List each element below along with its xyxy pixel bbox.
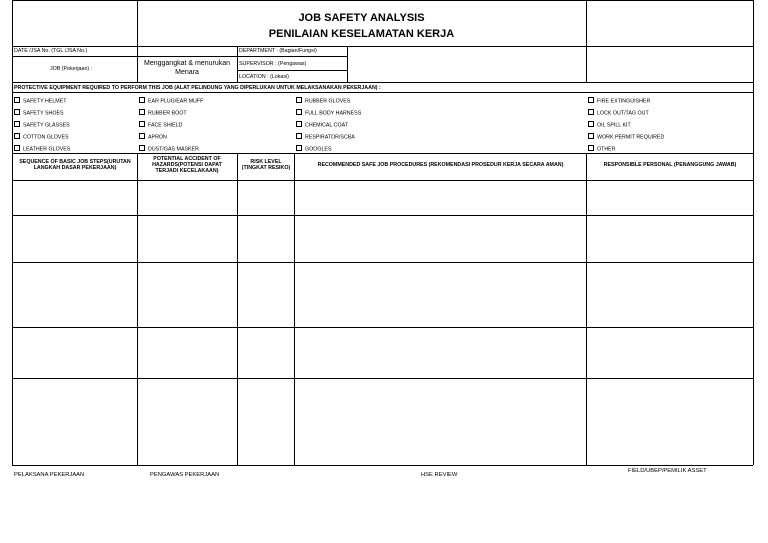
ppe-heading-bottom bbox=[12, 92, 753, 93]
date-label: DATE /JSA No. (TGL./JSA No.) bbox=[14, 48, 88, 54]
job-label: JOB (Pekerjaan) : bbox=[50, 66, 93, 72]
department-label: DEPARTMENT : (Bagian/Fungsi) bbox=[239, 48, 317, 54]
ppe-label: LEATHER GLOVES bbox=[23, 146, 71, 153]
ppe-checkbox[interactable] bbox=[139, 109, 187, 117]
col-divider-4 bbox=[586, 153, 587, 465]
checkbox-icon[interactable] bbox=[588, 133, 594, 139]
col-divider-3 bbox=[294, 153, 295, 465]
footer-executor: PELAKSANA PEKERJAAN bbox=[14, 472, 85, 478]
checkbox-icon[interactable] bbox=[588, 121, 594, 127]
ppe-label: FIRE EXTINGUISHER bbox=[597, 98, 651, 105]
border-top bbox=[12, 0, 753, 1]
info-divider-2 bbox=[347, 46, 348, 82]
checkbox-icon[interactable] bbox=[139, 97, 145, 103]
ppe-label: FACE SHIELD bbox=[148, 122, 183, 129]
header-risk-level: RISK LEVEL (TINGKAT RESIKO) bbox=[241, 159, 291, 172]
ppe-checkbox[interactable] bbox=[296, 133, 355, 141]
ppe-label: FULL BODY HARNESS bbox=[305, 110, 362, 117]
table-header-top bbox=[12, 153, 753, 154]
ppe-label: GOOGLES bbox=[305, 146, 332, 153]
ppe-label: WORK PERMIT REQUIRED bbox=[597, 134, 665, 141]
header-potential-accident: POTENTIAL ACCIDENT OF HAZARDS(POTENSI DAPAT TERJADI KECELAKAAN) bbox=[152, 156, 222, 175]
checkbox-icon[interactable] bbox=[139, 109, 145, 115]
ppe-checkbox[interactable] bbox=[14, 97, 66, 105]
checkbox-icon[interactable] bbox=[296, 145, 302, 151]
checkbox-icon[interactable] bbox=[14, 133, 20, 139]
ppe-label: LOCK OUT/TAG OUT bbox=[597, 110, 649, 117]
ppe-label: CHEMICAL COAT bbox=[305, 122, 348, 129]
ppe-checkbox[interactable] bbox=[14, 109, 64, 117]
checkbox-icon[interactable] bbox=[588, 109, 594, 115]
checkbox-icon[interactable] bbox=[14, 109, 20, 115]
col-divider-1 bbox=[137, 153, 138, 465]
footer-field-owner: FIELD/UBEP/PEMILIK ASSET bbox=[628, 468, 707, 474]
ppe-label: APRON bbox=[148, 134, 167, 141]
title-bottom bbox=[12, 46, 753, 47]
checkbox-icon[interactable] bbox=[139, 133, 145, 139]
table-row-line bbox=[12, 262, 753, 263]
ppe-checkbox[interactable] bbox=[14, 133, 69, 141]
info-row-2 bbox=[237, 70, 347, 71]
ppe-checkbox[interactable] bbox=[296, 97, 350, 105]
footer-supervisor: PENGAWAS PEKERJAAN bbox=[150, 472, 220, 478]
ppe-checkbox[interactable] bbox=[139, 121, 182, 129]
ppe-label: OIL SPILL KIT bbox=[597, 122, 631, 129]
checkbox-icon[interactable] bbox=[296, 121, 302, 127]
ppe-checkbox[interactable] bbox=[296, 145, 332, 153]
table-header-bottom bbox=[12, 180, 753, 181]
ppe-label: RUBBER GLOVES bbox=[305, 98, 351, 105]
location-label: LOCATION : (Lokasi) bbox=[239, 74, 289, 80]
ppe-label: EAR PLUG/EAR MUFF bbox=[148, 98, 204, 105]
ppe-checkbox[interactable] bbox=[588, 97, 650, 105]
border-right bbox=[753, 0, 754, 465]
checkbox-icon[interactable] bbox=[14, 145, 20, 151]
ppe-checkbox[interactable] bbox=[139, 97, 203, 105]
ppe-label: SAFETY SHOES bbox=[23, 110, 64, 117]
ppe-label: SAFETY GLASSES bbox=[23, 122, 70, 129]
ppe-checkbox[interactable] bbox=[588, 109, 649, 117]
table-bottom bbox=[12, 465, 753, 466]
ppe-label: COTTON GLOVES bbox=[23, 134, 69, 141]
ppe-checkbox[interactable] bbox=[588, 133, 664, 141]
ppe-checkbox[interactable] bbox=[588, 121, 631, 129]
page-subtitle: PENILAIAN KESELAMATAN KERJA bbox=[268, 28, 455, 40]
ppe-heading: PROTECTIVE EQUIPMENT REQUIRED TO PERFORM THIS JOB (ALAT PELINDUNG YANG DIPERLUKAN UNTUK MELAKSANAKAN PEKERJAAN) : bbox=[14, 85, 381, 91]
checkbox-icon[interactable] bbox=[139, 145, 145, 151]
info-bottom bbox=[12, 82, 753, 83]
checkbox-icon[interactable] bbox=[588, 145, 594, 151]
supervisor-label: SUPERVISOR : (Pengawas) bbox=[239, 61, 307, 67]
checkbox-icon[interactable] bbox=[14, 97, 20, 103]
ppe-label: RUBBER BOOT bbox=[148, 110, 187, 117]
header-responsible-personal: RESPONSIBLE PERSONAL (PENANGGUNG JAWAB) bbox=[603, 162, 737, 168]
border-left bbox=[12, 0, 13, 465]
ppe-label: RESPIRATOR/SCBA bbox=[305, 134, 355, 141]
checkbox-icon[interactable] bbox=[139, 121, 145, 127]
table-row-line bbox=[12, 215, 753, 216]
ppe-checkbox[interactable] bbox=[296, 121, 348, 129]
ppe-checkbox[interactable] bbox=[588, 145, 616, 153]
ppe-checkbox[interactable] bbox=[139, 133, 167, 141]
header-safe-procedures: RECOMMENDED SAFE JOB PROCEDURES (REKOMENDASI PROSEDUR KERJA SECARA AMAN) bbox=[317, 162, 564, 168]
ppe-checkbox[interactable] bbox=[139, 145, 199, 153]
job-value[interactable]: Menggangkat & menurukan Menara bbox=[144, 60, 230, 76]
info-divider bbox=[237, 46, 238, 82]
checkbox-icon[interactable] bbox=[296, 133, 302, 139]
page-title: JOB SAFETY ANALYSIS bbox=[298, 12, 425, 24]
ppe-checkbox[interactable] bbox=[14, 145, 70, 153]
table-row-line bbox=[12, 378, 753, 379]
table-row-line bbox=[12, 327, 753, 328]
checkbox-icon[interactable] bbox=[14, 121, 20, 127]
header-job-steps: SEQUENCE OF BASIC JOB STEPS(URUTAN LANGKAH DASAR PEKERJAAN) bbox=[19, 159, 131, 172]
ppe-label: DUST/GAS MASKER bbox=[148, 146, 199, 153]
header-divider-right bbox=[586, 0, 587, 82]
checkbox-icon[interactable] bbox=[588, 97, 594, 103]
col-divider-2 bbox=[237, 153, 238, 465]
ppe-checkbox[interactable] bbox=[14, 121, 70, 129]
ppe-label: OTHER bbox=[597, 146, 616, 153]
info-row-1 bbox=[12, 56, 347, 57]
footer-hse-review: HSE REVIEW bbox=[421, 472, 458, 478]
ppe-checkbox[interactable] bbox=[296, 109, 361, 117]
checkbox-icon[interactable] bbox=[296, 97, 302, 103]
ppe-label: SAFETY HELMET bbox=[23, 98, 67, 105]
checkbox-icon[interactable] bbox=[296, 109, 302, 115]
